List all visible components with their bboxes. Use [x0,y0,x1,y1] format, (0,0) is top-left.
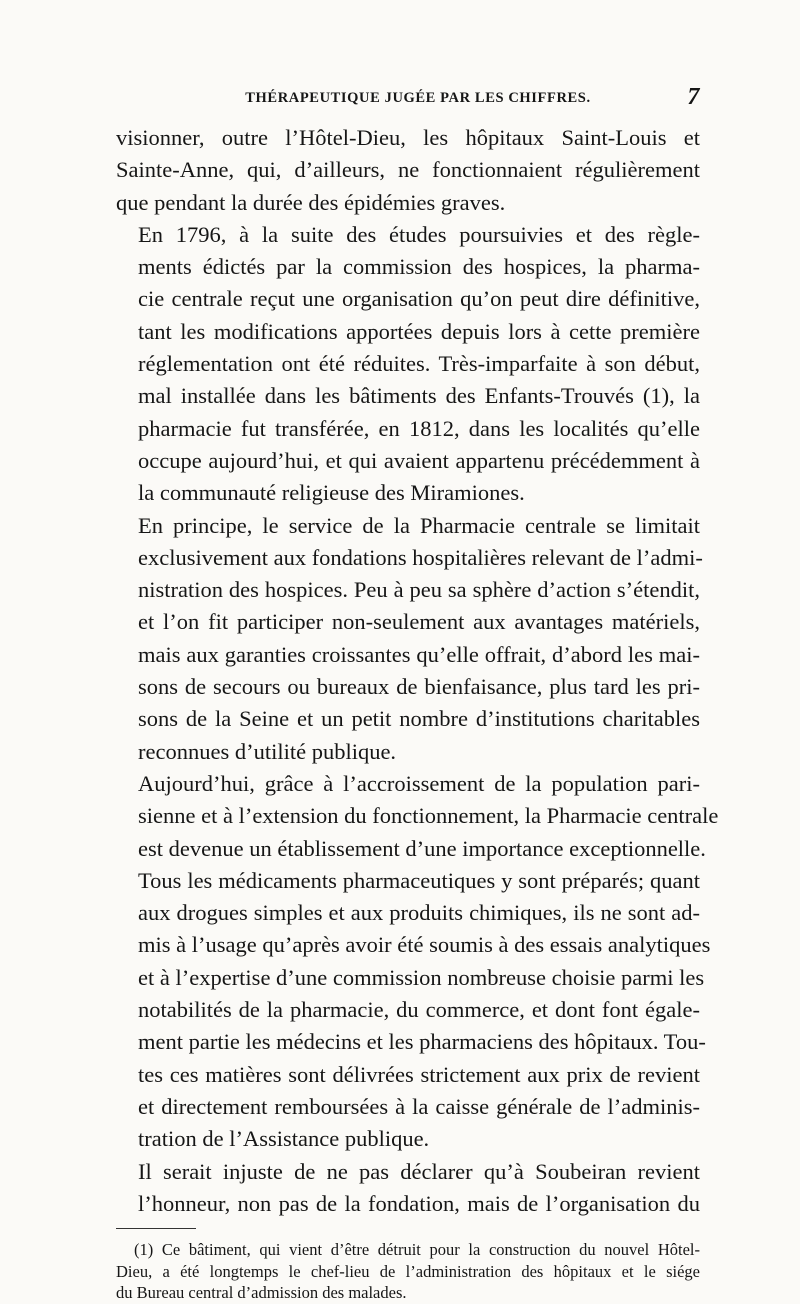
footnote-line: du Bureau central d’admission des malades. [116,1283,407,1303]
text-line: En 1796, à la suite des études poursuivies et des règle- [138,221,700,247]
text-line: sons de secours ou bureaux de bienfaisance, plus tard les pri- [138,674,700,700]
text-line: mis à l’usage qu’après avoir été soumis à des essais analytiques [138,932,711,958]
text-line: Il serait injuste de ne pas déclarer qu’à Soubeiran revient [138,1158,700,1184]
text-line: cie centrale reçut une organisation qu’on peut dire définitive, [138,286,700,312]
page-number: 7 [687,84,700,110]
body-text [116,122,719,1220]
text-line: visionner, outre l’Hôtel-Dieu, les hôpitaux Saint-Louis et [116,125,700,150]
running-head [116,84,700,122]
text-line: occupe aujourd’hui, et qui avaient appartenu précédemment à [138,447,700,473]
paragraph [116,1156,700,1221]
text-line: mais aux garanties croissantes qu’elle offrait, d’abord les mai- [138,641,700,667]
text-line: et à l’expertise d’une commission nombreuse choisie parmi les [138,964,705,990]
text-line: la communauté religieuse des Miramiones. [138,480,525,506]
text-line: En principe, le service de la Pharmacie centrale se limitait [138,512,700,538]
text-line: l’honneur, non pas de la fondation, mais de l’organisation du [138,1190,700,1216]
text-line: et directement remboursées à la caisse générale de l’adminis- [138,1093,700,1119]
text-line: tant les modifications apportées depuis lors à cette première [138,318,700,344]
footnote-rule [116,1228,196,1229]
text-line: Tous les médicaments pharmaceutiques y sont préparés; quant [138,867,700,893]
text-line: reconnues d’utilité publique. [138,738,397,764]
footnote-line: (1) Ce bâtiment, qui vient d’être détruit pour la construction du nouvel Hôtel- [134,1240,700,1260]
footnote-line: Dieu, a été longtemps le chef-lieu de l’administration des hôpitaux et le siége [116,1261,700,1281]
text-line: réglementation ont été réduites. Très-imparfaite à son début, [138,351,700,377]
text-line: nistration des hospices. Peu à peu sa sphère d’action s’étendit, [138,577,700,603]
text-line: mal installée dans les bâtiments des Enfants-Trouvés (1), la [138,383,700,409]
text-line: notabilités de la pharmacie, du commerce, et dont font égale- [138,997,700,1023]
text-line: et l’on fit participer non-seulement aux avantages matériels, [138,609,700,635]
text-line: tration de l’Assistance publique. [138,1126,430,1152]
paragraph [116,768,719,1156]
text-line: Sainte-Anne, qui, d’ailleurs, ne fonctionnaient régulièrement [116,157,700,183]
text-line: exclusivement aux fondations hospitalières relevant de l’admi- [138,544,703,570]
text-line: pharmacie fut transférée, en 1812, dans les localités qu’elle [138,415,700,441]
paragraph [116,219,700,510]
text-line: est devenue un établissement d’une importance exceptionnelle. [138,835,706,861]
text-line: Aujourd’hui, grâce à l’accroissement de la population pari- [138,770,700,796]
text-line: ments édictés par la commission des hospices, la pharma- [138,254,700,280]
text-line: tes ces matières sont délivrées strictement aux prix de revient [138,1061,700,1087]
running-head-title: THÉRAPEUTIQUE JUGÉE PAR LES CHIFFRES. [245,90,591,106]
footnote [116,1239,700,1304]
text-line: sons de la Seine et un petit nombre d’institutions charitables [138,706,700,732]
paragraph-continued [116,122,700,219]
text-line: aux drogues simples et aux produits chimiques, ils ne sont ad- [138,900,700,926]
text-line: sienne et à l’extension du fonctionnement, la Pharmacie centrale [138,803,719,829]
paragraph [116,510,703,768]
text-line: que pendant la durée des épidémies graves. [116,189,506,215]
text-line: ment partie les médecins et les pharmaciens des hôpitaux. Tou- [138,1029,706,1055]
